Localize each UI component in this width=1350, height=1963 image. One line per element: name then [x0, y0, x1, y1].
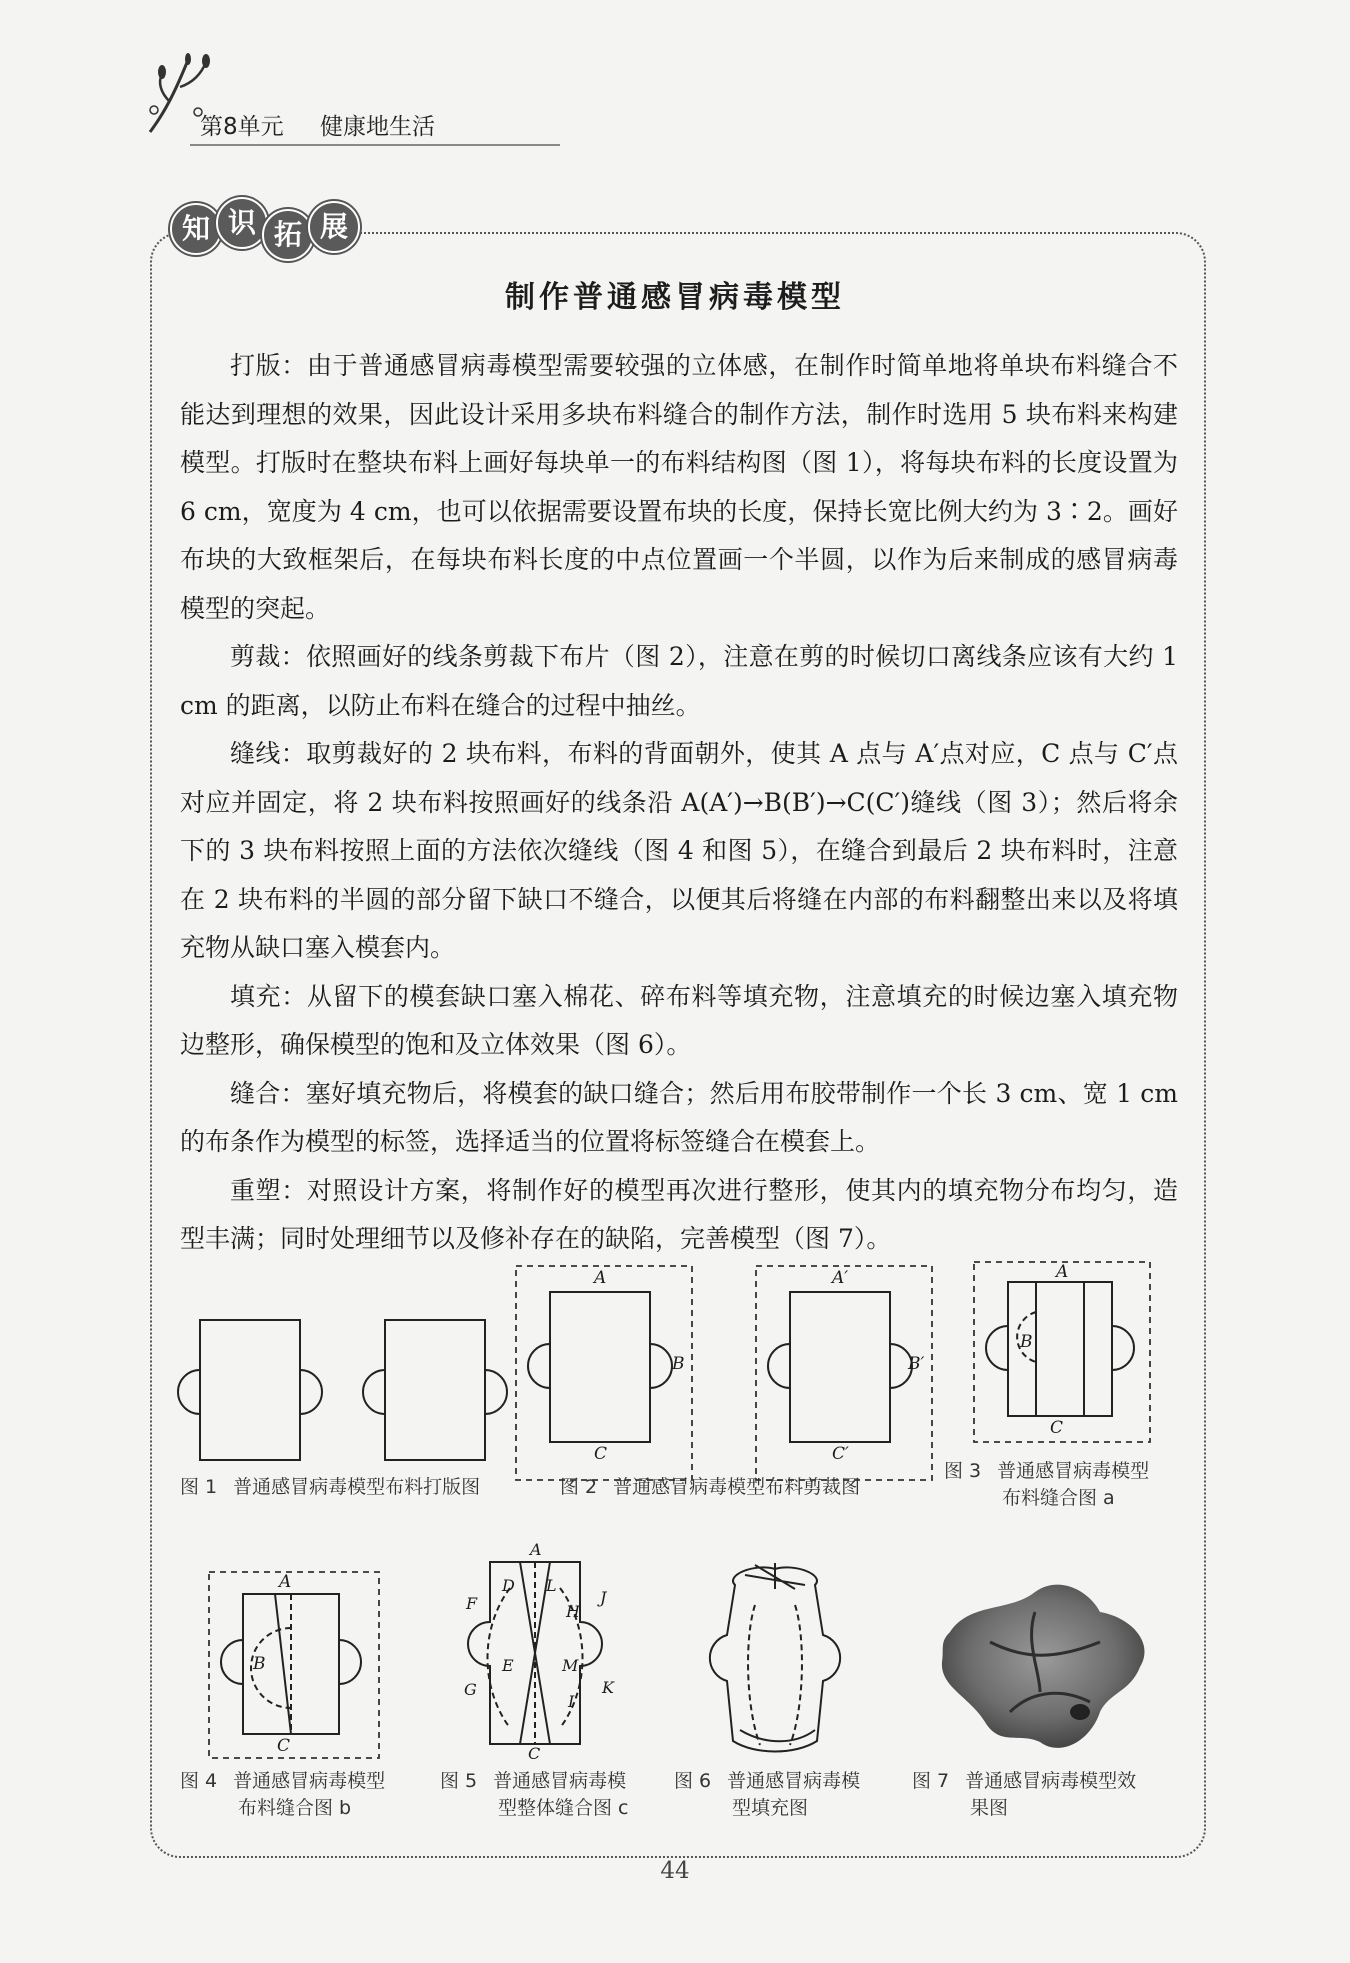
article-title: 制作普通感冒病毒模型	[505, 280, 845, 315]
figure-2-cut-piece-a	[512, 1262, 697, 1487]
caption-text-line-2: 型整体缝合图 c	[498, 1797, 629, 1819]
point-label-c: C	[594, 1444, 608, 1464]
caption-figure-6	[674, 1768, 860, 1822]
point-label-a: A	[594, 1268, 607, 1288]
badge-char: 识	[216, 197, 268, 249]
page-header	[140, 52, 1260, 142]
caption-number: 图 3	[944, 1460, 982, 1482]
unit-label: 第8单元	[200, 114, 284, 140]
paragraph-closing: 缝合：塞好填充物后，将模套的缺口缝合；然后用布胶带制作一个长 3 cm、宽 1 cm 的布条作为模型的标签，选择适当的位置将标签缝合在模套上。	[180, 1078, 1178, 1156]
caption-number: 图 4	[180, 1770, 218, 1792]
point-label-a: A	[279, 1572, 292, 1592]
point-label-c: C	[1050, 1418, 1064, 1438]
badge-char: 展	[308, 201, 360, 253]
point-label-e: E	[502, 1656, 514, 1675]
point-label-a-prime: A′	[832, 1268, 849, 1288]
paragraph-reshaping: 重塑：对照设计方案，将制作好的模型再次进行整形，使其内的填充物分布均匀，造型丰满；同时处理细节以及修补存在的缺陷，完善模型（图 7）。	[180, 1175, 1178, 1253]
point-label-k: K	[602, 1678, 614, 1697]
article-body	[180, 342, 1178, 1264]
point-label-h: H	[566, 1602, 580, 1621]
paragraph-filling: 填充：从留下的模套缺口塞入棉花、碎布料等填充物，注意填充的时候边塞入填充物边整形，确保模型的饱和及立体效果（图 6）。	[180, 981, 1178, 1059]
page-number: 44	[660, 1858, 690, 1884]
caption-figure-5	[440, 1768, 629, 1822]
caption-text: 普通感冒病毒模型效	[965, 1770, 1137, 1792]
caption-text: 普通感冒病毒模型布料打版图	[233, 1476, 481, 1498]
point-label-d: D	[502, 1576, 515, 1595]
figure-7-model-photo	[930, 1572, 1160, 1760]
caption-figure-7	[912, 1768, 1136, 1822]
caption-number: 图 2	[560, 1476, 598, 1498]
point-label-a: A	[1056, 1262, 1069, 1282]
knowledge-extension-badge	[170, 195, 360, 271]
paragraph-pattern: 打版：由于普通感冒病毒模型需要较强的立体感，在制作时简单地将单块布料缝合不能达到理想的效果，因此设计采用多块布料缝合的制作方法，制作时选用 5 块布料来构建模型。打版时在整块布料上画好每块单一的布料结构图（图 1），将每块布料的长度设置为 6 cm，宽度为 4 cm，也可以依据需要设置布块的长度，保持长宽比例大约为 3∶2。画好布块的大致框架后，在每块布料长度的中点位置画一个半圆，以作为后来制成的感冒病毒模型的突起。	[180, 351, 1178, 623]
point-label-m: M	[562, 1656, 579, 1675]
point-label-c: C	[277, 1736, 291, 1756]
figure-1-pattern	[170, 1300, 510, 1480]
caption-number: 图 1	[180, 1476, 218, 1498]
point-label-j: J	[600, 1588, 607, 1607]
caption-number: 图 5	[440, 1770, 478, 1792]
point-label-c-prime: C′	[832, 1444, 849, 1464]
caption-text: 普通感冒病毒模型布料剪裁图	[613, 1476, 861, 1498]
caption-number: 图 7	[912, 1770, 950, 1792]
figure-6-filling	[685, 1555, 865, 1765]
paragraph-sewing: 缝线：取剪裁好的 2 块布料，布料的背面朝外，使其 A 点与 A′点对应，C 点与 C′点对应并固定，将 2 块布料按照画好的线条沿 A(A′)→B(B′)→C(C′)缝线（图 3）；然后将余下的 3 块布料按照上面的方法依次缝线（图 4 和图 5），在缝合到最后 2 块布料时，注意在 2 块布料的半圆的部分留下缺口不缝合，以便其后将缝在内部的布料翻整出来以及将填充物从缺口塞入模套内。	[180, 739, 1178, 962]
figure-3-sewing-a	[970, 1258, 1155, 1448]
caption-number: 图 6	[674, 1770, 712, 1792]
caption-text: 普通感冒病毒模	[727, 1770, 861, 1792]
figure-2-cut-piece-b	[752, 1262, 937, 1487]
caption-figure-4	[180, 1768, 385, 1822]
caption-figure-1	[180, 1474, 480, 1501]
point-label-g: G	[464, 1680, 477, 1699]
paragraph-cutting: 剪裁：依照画好的线条剪裁下布片（图 2），注意在剪的时候切口离线条应该有大约 1 cm 的距离，以防止布料在缝合的过程中抽丝。	[180, 642, 1178, 720]
caption-text: 普通感冒病毒模型	[233, 1770, 386, 1792]
point-label-a: A	[530, 1540, 542, 1559]
point-label-f: F	[466, 1594, 478, 1613]
point-label-b: B	[1020, 1332, 1033, 1352]
point-label-b: B	[253, 1654, 266, 1674]
point-label-b-prime: B′	[908, 1354, 925, 1374]
figure-4-sewing-b	[205, 1568, 385, 1768]
caption-text-line-2: 果图	[970, 1797, 1009, 1819]
caption-text-line-2: 布料缝合图 b	[238, 1797, 352, 1819]
figure-5-full-sewing	[450, 1540, 630, 1768]
caption-figure-3	[944, 1458, 1149, 1512]
badge-char: 拓	[262, 209, 314, 261]
header-divider	[190, 144, 560, 146]
point-label-b: B	[672, 1354, 685, 1374]
caption-text-line-2: 型填充图	[732, 1797, 809, 1819]
caption-text: 普通感冒病毒模型	[997, 1460, 1150, 1482]
badge-char: 知	[170, 203, 222, 255]
point-label-i: I	[568, 1692, 575, 1711]
caption-text: 普通感冒病毒模	[493, 1770, 627, 1792]
caption-figure-2	[560, 1474, 860, 1501]
unit-title: 健康地生活	[320, 114, 435, 140]
caption-text-line-2: 布料缝合图 a	[1002, 1487, 1115, 1509]
point-label-l: L	[546, 1576, 557, 1595]
point-label-c: C	[528, 1744, 541, 1763]
